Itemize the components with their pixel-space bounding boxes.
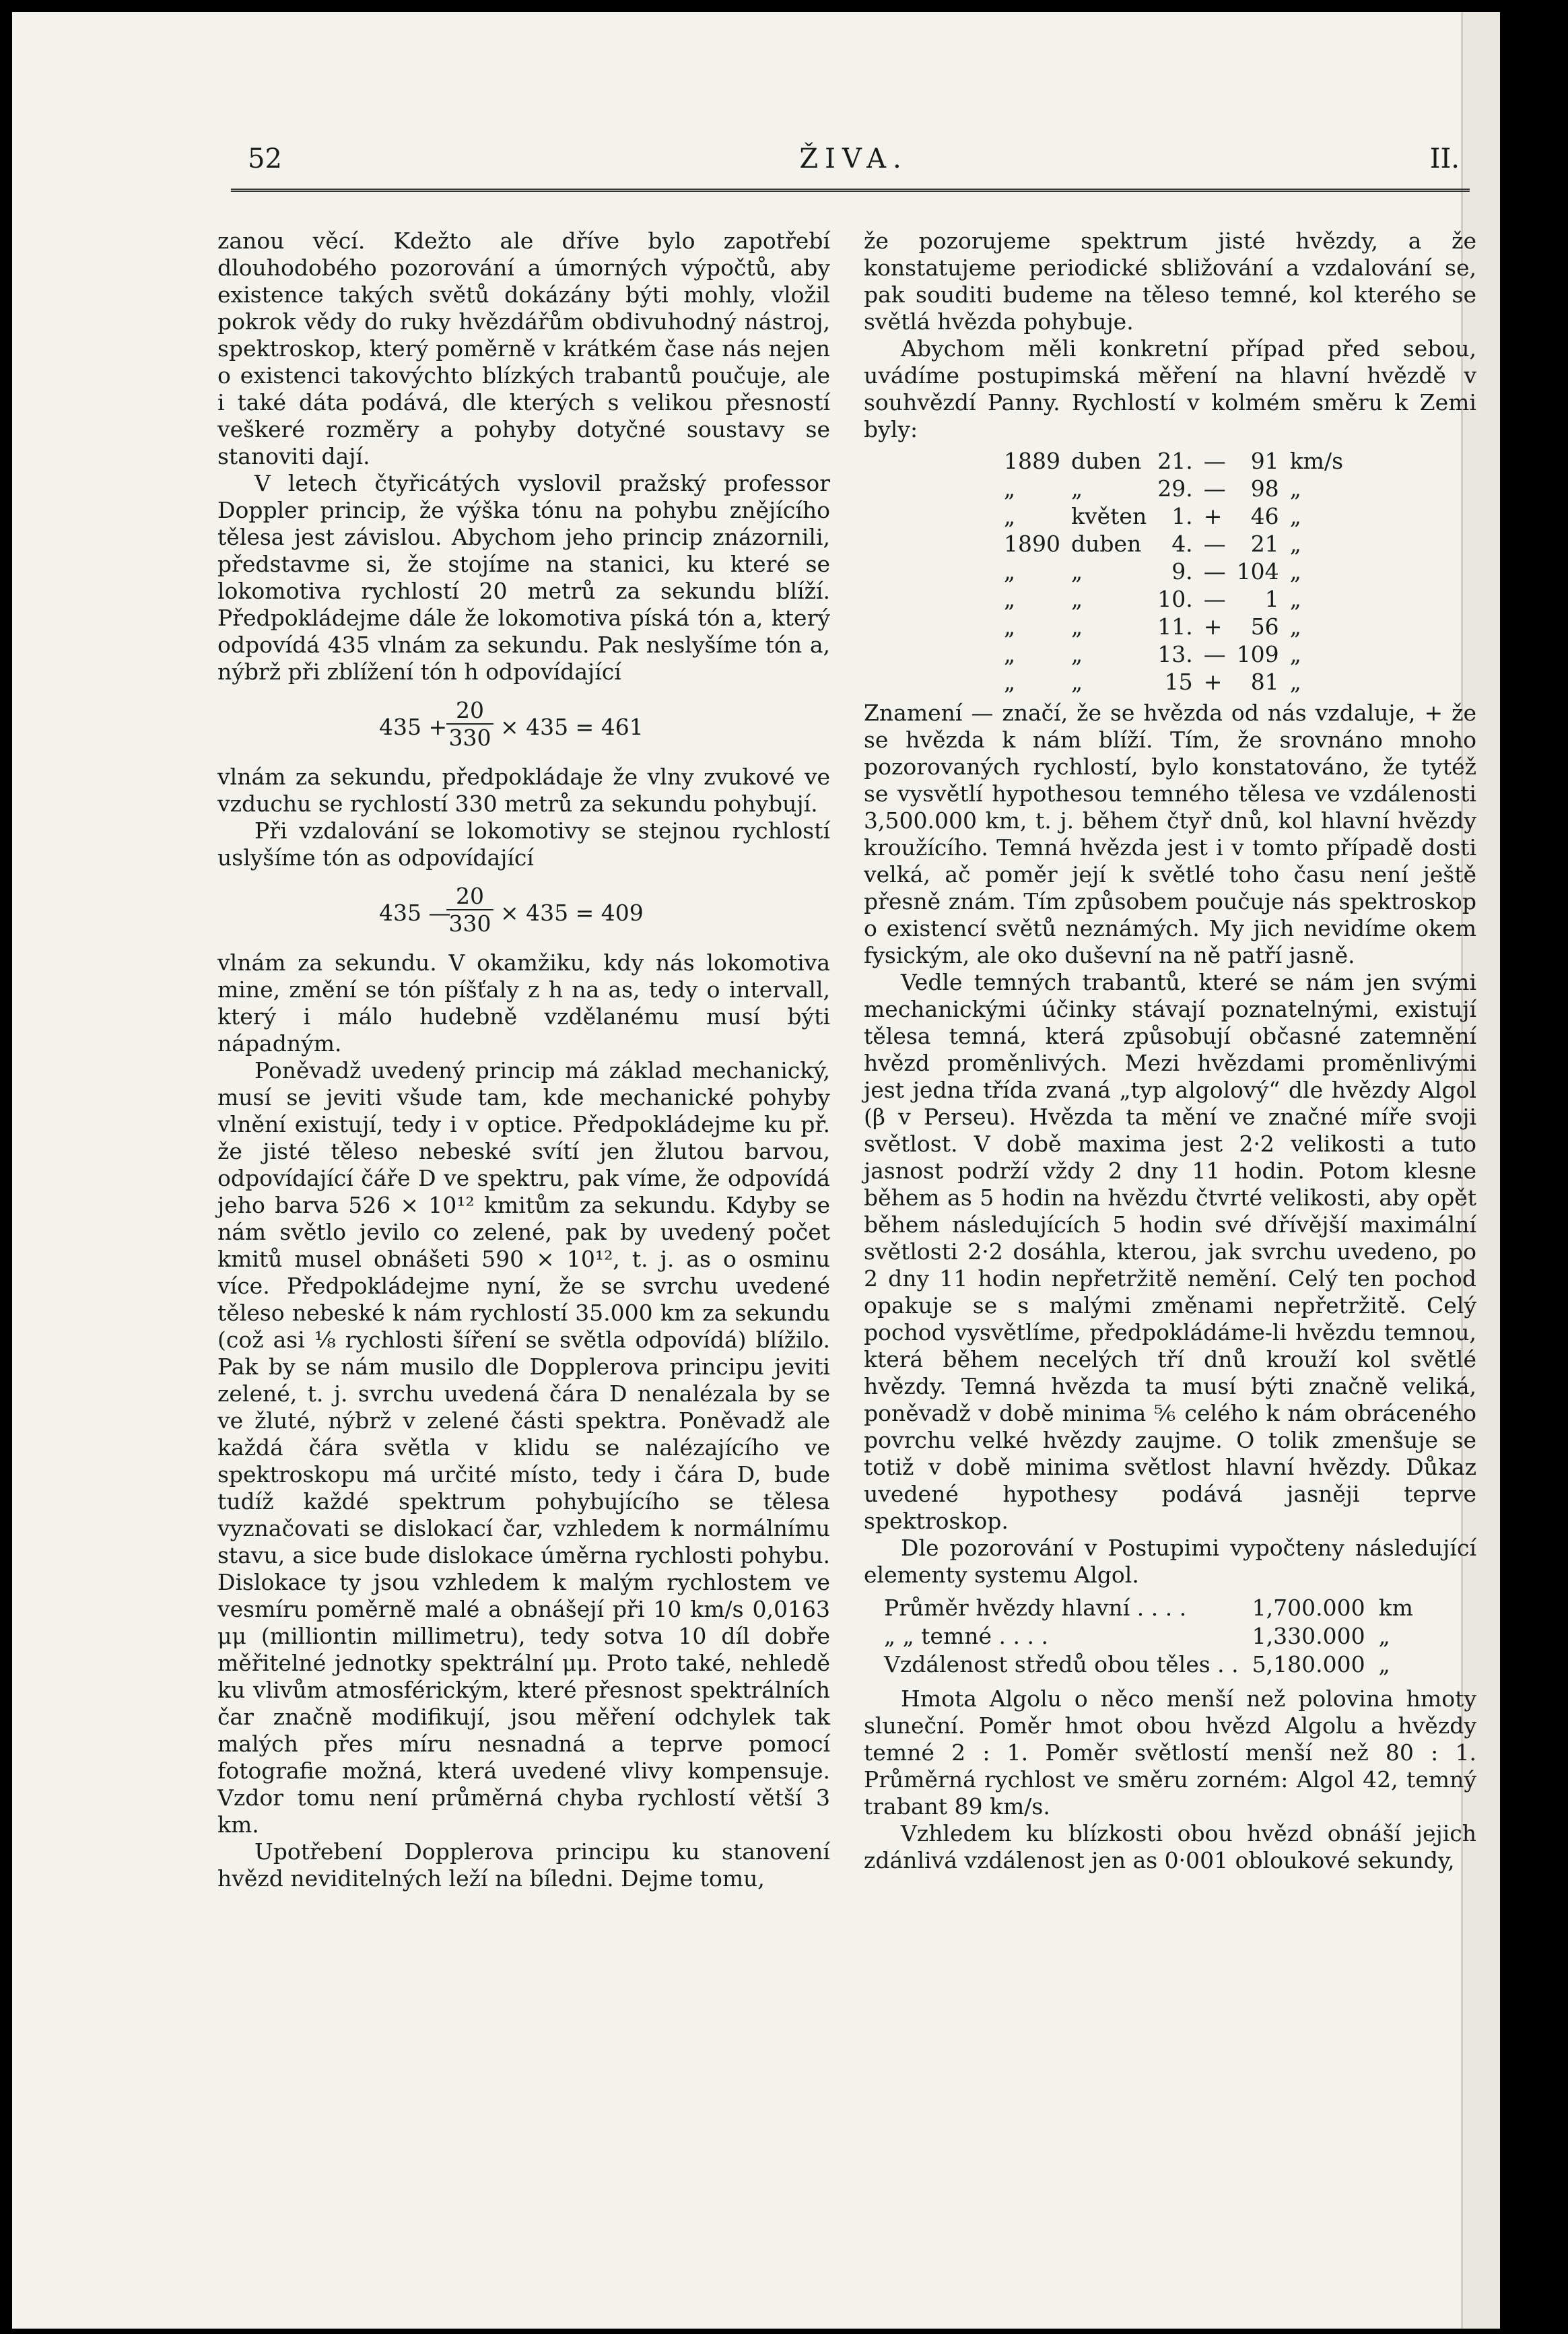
paragraph: Poněvadž uvedený princip má základ mechanický, musí se jeviti všude tam, kde mechanické pohyby vlnění existují, tedy i v optice. Předpokládejme ku př. že jisté těleso nebeské svítí jen žlutou barvou, odpovídající čáře D ve spektru, pak víme, že odpovídá jeho barva 526 × 10¹² kmitům za sekundu. Kdyby se nám světlo jevilo co zelené, pak by uvedený počet kmitů musel obnášeti 590 × 10¹², t. j. as o osminu více. Předpokládejme nyní, že se svrchu uvedené těleso nebeské k nám rychlostí 35.000 km za sekundu (což asi ⅛ rychlosti šíření se světla odpovídá) blížilo. Pak by se nám musilo dle Dopplerova principu jeviti zelené, t. j. svrchu uvedená čára D nenalézala by se ve žluté, nýbrž v zelené části spektra. Poněvadž ale každá čára světla v klidu se nalézajícího ve spektroskopu má určité místo, tedy i čára D, bude tudíž každé spektrum pohybujícího se tělesa vyznačovati se dislokací čar, vzhledem k normálnímu stavu, a sice bude dislokace úměrna rychlosti pohybu. Dislokace ty jsou vzhledem k malým rychlostem ve vesmíru poměrně malé a obnášejí při 10 km/s 0,0163 μμ (milliontin millimetru), tedy sotva 10 díl dobře měřitelné jednotky spektrální μμ. Proto také, nehledě ku vlivům atmosférickým, které přesnost spektrálních čar značně modifikují, jsou měření odchylek tak malých přes míru nesnadná a teprve pomocí fotografie možná, která uvedené vlivy kompensuje. Vzdor tomu není průměrná chyba rychlostí větší 3 km. bbox=[217, 1057, 830, 1838]
element-label: „ „ temné . . . . bbox=[884, 1623, 1048, 1649]
obs-unit: km/s bbox=[1289, 448, 1344, 474]
paragraph: vlnám za sekundu. V okamžiku, kdy nás lokomotiva mine, změní se tón píšťaly z h na as, tedy o intervall, který i málo hudebně vzdělanému musí býti nápadným. bbox=[217, 949, 830, 1057]
fraction-numerator: 20 bbox=[446, 698, 493, 725]
obs-month: „ bbox=[1070, 558, 1083, 585]
obs-year: „ bbox=[1004, 475, 1016, 502]
table-row bbox=[877, 1651, 1420, 1679]
obs-day: 4. bbox=[1171, 531, 1193, 557]
obs-day: 29. bbox=[1157, 475, 1193, 502]
velocity-table bbox=[998, 447, 1349, 696]
element-value: 5,180.000 bbox=[1252, 1651, 1365, 1677]
table-row bbox=[998, 585, 1349, 613]
obs-sign: — bbox=[1203, 475, 1226, 502]
paragraph: Hmota Algolu o něco menší než polovina hmoty sluneční. Poměr hmot obou hvězd Algolu a hvězdy temné 2 : 1. Poměr světlostí menší než 80 : 1. Průměrná rychlost ve směru zorném: Algol 42, temný trabant 89 km/s. bbox=[864, 1686, 1476, 1820]
obs-year: 1889 bbox=[1004, 448, 1060, 474]
page-number: 52 bbox=[248, 143, 282, 174]
obs-year: „ bbox=[1004, 669, 1016, 695]
obs-sign: — bbox=[1203, 586, 1226, 612]
obs-day: 1. bbox=[1171, 503, 1193, 529]
obs-month: „ bbox=[1070, 613, 1083, 640]
element-value: 1,330.000 bbox=[1252, 1623, 1365, 1649]
obs-unit: „ bbox=[1289, 558, 1301, 585]
paragraph: Abychom měli konkretní případ před sebou, uvádíme postupimská měření na hlavní hvězdě v souhvězdí Panny. Rychlostí v kolmém směru k Zemi byly: bbox=[864, 335, 1476, 442]
table-row bbox=[998, 613, 1349, 640]
obs-year: „ bbox=[1004, 558, 1016, 585]
obs-unit: „ bbox=[1289, 641, 1301, 667]
obs-year: 1890 bbox=[1004, 531, 1060, 557]
table-row bbox=[998, 530, 1349, 558]
obs-unit: „ bbox=[1289, 531, 1301, 557]
element-label: Vzdálenost středů obou těles . . bbox=[884, 1651, 1239, 1677]
formula-approach bbox=[217, 698, 830, 756]
volume-number: II. bbox=[1429, 143, 1460, 174]
paragraph: Vedle temných trabantů, které se nám jen svými mechanickými účinky stávají poznatelnými, existují tělesa temná, která způsobují občasné zatemnění hvězd proměnlivých. Mezi hvězdami proměnlivými jest jedna třída zvaná „typ algolový“ dle hvězdy Algol (β v Perseu). Hvězda ta mění ve značné míře svoji světlost. V době maxima jest 2·2 velikosti a tuto jasnost podrží vždy 2 dny 11 hodin. Potom klesne během as 5 hodin na hvězdu čtvrté velikosti, aby opět během následujících 5 hodin své dřívější maximální světlosti 2·2 dosáhla, kterou, jak svrchu uvedeno, po 2 dny 11 hodin nepřetržitě nemění. Celý ten pochod opakuje se s malými změnami nepřetržitě. Celý pochod vysvětlíme, předpokládáme-li hvězdu temnou, která během necelých tří dnů krouží kol světlé hvězdy. Temná hvězda ta musí býti značně veliká, poněvadž v době minima ⅚ celého k nám obráceného povrchu velké hvězdy zaujme. O tolik zmenšuje se totiž v době minima světlost hlavní hvězdy. Důkaz uvedené hypothesy podává jasněji teprve spektroskop. bbox=[864, 969, 1476, 1534]
obs-day: 21. bbox=[1157, 448, 1193, 474]
table-row bbox=[877, 1622, 1420, 1651]
header-rule bbox=[231, 189, 1470, 192]
table-row bbox=[998, 475, 1349, 502]
obs-value: 1 bbox=[1264, 586, 1279, 612]
scanned-page bbox=[12, 12, 1500, 2329]
obs-month: duben bbox=[1070, 531, 1142, 557]
paragraph: Vzhledem ku blízkosti obou hvězd obnáší jejich zdánlivá vzdálenost jen as 0·001 obloukové sekundy, bbox=[864, 1820, 1476, 1873]
table-row bbox=[998, 558, 1349, 585]
paragraph: Upotřebení Dopplerova principu ku stanovení hvězd neviditelných leží na bíledni. Dejme tomu, bbox=[217, 1838, 830, 1892]
table-row bbox=[998, 447, 1349, 475]
obs-value: 56 bbox=[1250, 613, 1279, 640]
obs-value: 98 bbox=[1250, 475, 1279, 502]
paragraph: Znamení — značí, že se hvězda od nás vzdaluje, + že se hvězda k nám blíží. Tím, že srovnáno mnoho pozorovaných rychlostí, bylo konstatováno, že tytéž se vysvětlí hypothesou temného tělesa ve vzdálenosti 3,500.000 km, t. j. během čtyř dnů, kol hlavní hvězdy kroužícího. Temná hvězda jest i v tomto případě dosti velká, ač poměr její k světlé toho času není ještě přesně znám. Tím způsobem poučuje nás spektroskop o existencí světů neznámých. My jich nevidíme okem fysickým, ale oko duševní na ně patří jasně. bbox=[864, 700, 1476, 968]
formula-fraction bbox=[446, 698, 493, 752]
paragraph: vlnám za sekundu, předpokládaje že vlny zvukové ve vzduchu se rychlostí 330 metrů za sekundu pohybují. bbox=[217, 764, 830, 817]
paragraph: V letech čtyřicátých vyslovil pražský professor Doppler princip, že výška tónu na pohybu znějícího tělesa jest závislou. Abychom jeho princip znázornili, představme si, že stojíme na stanici, ku které se lokomotiva rychlostí 20 metrů za sekundu blíží. Předpokládejme dále že lokomotiva píská tón a, který odpovídá 435 vlnám za sekundu. Pak neslyšíme tón a, nýbrž při zblížení tón h odpovídající bbox=[217, 470, 830, 685]
obs-month: květen bbox=[1070, 503, 1147, 529]
element-unit: „ bbox=[1378, 1651, 1390, 1677]
obs-sign: + bbox=[1203, 503, 1223, 529]
journal-title: ŽIVA. bbox=[799, 143, 908, 174]
obs-year: „ bbox=[1004, 613, 1016, 640]
obs-day: 10. bbox=[1157, 586, 1193, 612]
paragraph: Při vzdalování se lokomotivy se stejnou rychlostí uslyšíme tón as odpovídající bbox=[217, 818, 830, 871]
element-unit: „ bbox=[1378, 1623, 1390, 1649]
obs-month: „ bbox=[1070, 669, 1083, 695]
obs-year: „ bbox=[1004, 586, 1016, 612]
formula-lhs: 435 + bbox=[379, 714, 448, 740]
algol-elements-table bbox=[877, 1594, 1420, 1679]
paragraph: zanou věcí. Kdežto ale dříve bylo zapotřebí dlouhodobého pozorování a úmorných výpočtů, aby existence takých světů dokázány býti mohly, vložil pokrok vědy do ruky hvězdářům obdivuhodný nástroj, spektroskop, který poměrně v krátkém čase nás nejen o existenci takovýchto blízkých trabantů poučuje, ale i také dáta podává, dle kterých s velikou přesností veškeré rozměry a pohyby dotyčné soustavy se stanoviti dají. bbox=[217, 228, 830, 469]
paragraph: Dle pozorování v Postupimi vypočteny následující elementy systemu Algol. bbox=[864, 1535, 1476, 1588]
table-row bbox=[998, 668, 1349, 696]
fraction-denominator: 330 bbox=[448, 910, 491, 937]
obs-value: 81 bbox=[1250, 669, 1279, 695]
obs-sign: — bbox=[1203, 448, 1226, 474]
running-header bbox=[248, 143, 1460, 184]
obs-sign: + bbox=[1203, 613, 1223, 640]
fraction-denominator: 330 bbox=[448, 725, 491, 751]
table-row bbox=[998, 640, 1349, 668]
element-unit: km bbox=[1378, 1595, 1413, 1621]
obs-unit: „ bbox=[1289, 669, 1301, 695]
obs-sign: + bbox=[1203, 669, 1223, 695]
obs-sign: — bbox=[1203, 558, 1226, 585]
obs-day: 15 bbox=[1164, 669, 1193, 695]
obs-value: 91 bbox=[1250, 448, 1279, 474]
formula-recede bbox=[217, 883, 830, 941]
obs-day: 13. bbox=[1157, 641, 1193, 667]
formula-rhs: × 435 = 461 bbox=[500, 714, 644, 740]
formula-lhs: 435 — bbox=[379, 900, 451, 926]
fraction-numerator: 20 bbox=[446, 883, 493, 910]
left-column bbox=[217, 228, 830, 1892]
obs-month: „ bbox=[1070, 475, 1083, 502]
obs-year: „ bbox=[1004, 641, 1016, 667]
obs-value: 104 bbox=[1236, 558, 1279, 585]
obs-value: 109 bbox=[1236, 641, 1279, 667]
obs-sign: — bbox=[1203, 641, 1226, 667]
table-row bbox=[998, 502, 1349, 530]
formula-rhs: × 435 = 409 bbox=[500, 900, 644, 926]
obs-sign: — bbox=[1203, 531, 1226, 557]
obs-value: 46 bbox=[1250, 503, 1279, 529]
obs-day: 11. bbox=[1157, 613, 1193, 640]
right-column bbox=[864, 228, 1476, 1874]
obs-day: 9. bbox=[1171, 558, 1193, 585]
obs-unit: „ bbox=[1289, 503, 1301, 529]
formula-fraction bbox=[446, 883, 493, 937]
element-value: 1,700.000 bbox=[1252, 1595, 1365, 1621]
obs-month: „ bbox=[1070, 586, 1083, 612]
obs-month: duben bbox=[1070, 448, 1142, 474]
table-row bbox=[877, 1594, 1420, 1622]
paragraph: že pozorujeme spektrum jisté hvězdy, a že konstatujeme periodické sbližování a vzdalování se, pak souditi budeme na těleso temné, kol kterého se světlá hvězda pohybuje. bbox=[864, 228, 1476, 335]
element-label: Průměr hvězdy hlavní . . . . bbox=[884, 1595, 1187, 1621]
obs-unit: „ bbox=[1289, 586, 1301, 612]
obs-unit: „ bbox=[1289, 613, 1301, 640]
obs-value: 21 bbox=[1250, 531, 1279, 557]
obs-year: „ bbox=[1004, 503, 1016, 529]
obs-unit: „ bbox=[1289, 475, 1301, 502]
obs-month: „ bbox=[1070, 641, 1083, 667]
